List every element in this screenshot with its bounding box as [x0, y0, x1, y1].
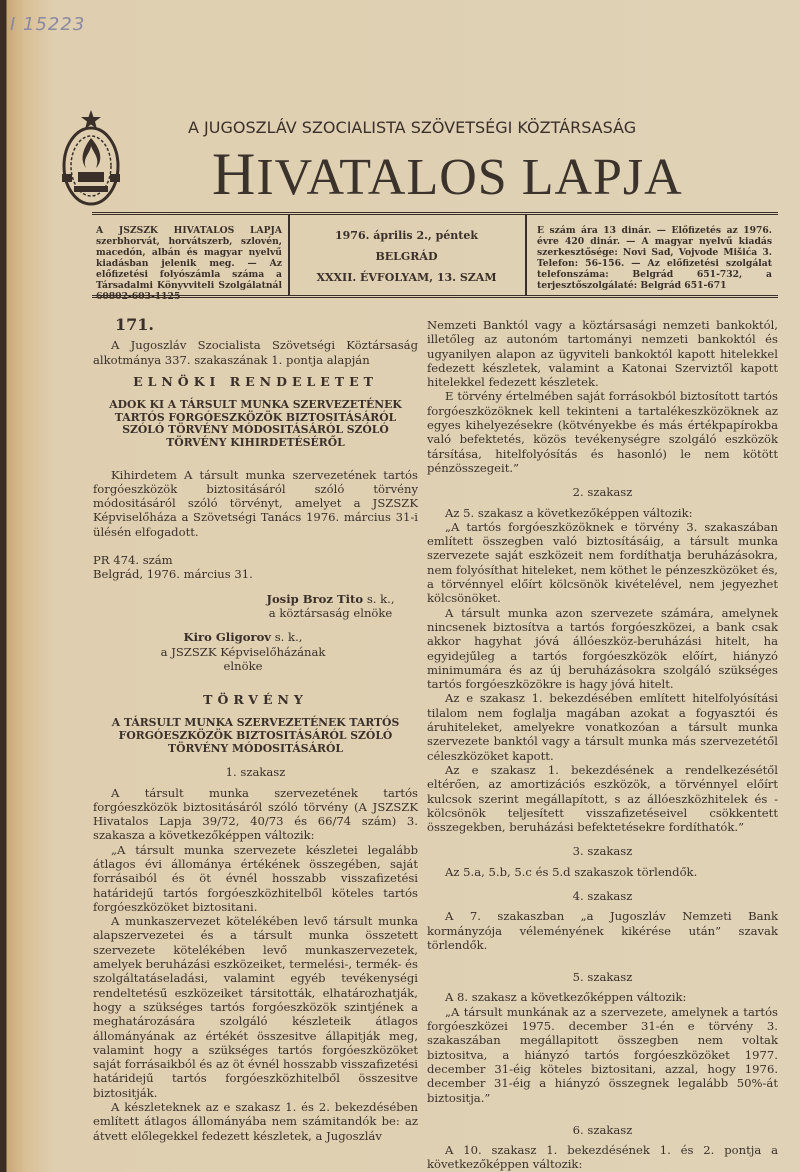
- paragraph: A készleteknek az e szakasz 1. és 2. bekezdésében említett átlagos állományába nem számitandók be: az átvett előlegekkel fedezett készletek, a Jugoszláv: [93, 1100, 418, 1143]
- issue-info: [290, 215, 527, 295]
- proclamation-text: Kihirdetem A társult munka szervezetének tartós forgóeszközök biztositásáról szóló törvény módositásáról szóló törvényt, amelyet a JSZSZK Képviselőháza a Szövetségi Tanács 1976. március 31-i ülésén elfogadott.: [93, 467, 418, 539]
- paragraph: Az e szakasz 1. bekezdésében említett hitelfolyósítási tilalom nem foglalja magában azokat a fogyasztói és áruhiteleket, amelyekre vonatkozóan a társult munka szervezete banktól vagy a társult munka más szervezetétől céleszközöket kapott.: [427, 691, 778, 763]
- masthead-info-bar: [92, 212, 778, 302]
- issue-volume: XXXII. ÉVFOLYAM, 13. SZAM: [316, 271, 497, 284]
- signatory-sk: s. k.,: [366, 591, 395, 606]
- paragraph: A társult munka szervezetének tartós forgóeszközök biztositásáról szóló törvény (A JSZSZK Hivatalos Lapja 39/72, 40/73 és 66/74 szám) 3. szakasza a következőképpen változik:: [93, 785, 418, 843]
- paragraph: Az 5. szakasz a következőképpen változik:: [445, 505, 693, 520]
- section-heading: 1. szakasz: [225, 765, 286, 780]
- paragraph: Nemzeti Banktól vagy a köztársasági nemzeti bankoktól, illetőleg az autonóm tartományi nemzeti bankoktól és ugyanilyen alapon az ügyviteli bankoktól kapott hitelekkel fedezett készletek, valamint a Katonai Szerviztől kapott hitelekkel fedezett készletek.: [427, 318, 778, 390]
- section-heading: 5. szakasz: [572, 970, 633, 985]
- publication-title: [212, 142, 772, 210]
- paragraph: „A tartós forgóeszközöknek e törvény 3. szakaszában említett összegben való biztosításáig, a társult munka szervezete saját eszközeit nem fordíthatja beruházásokra, nem folyósíthat hiteleket, nem köthet le pénzeszközöket és, a törvénnyel előírt kölcsönök kivételével, nem jegyezhet kölcsönöket.: [427, 519, 778, 606]
- issue-city: BELGRÁD: [375, 250, 438, 263]
- reference-place-date: Belgrád, 1976. március 31.: [93, 567, 253, 582]
- signatory-name: Kiro Gligorov: [183, 630, 272, 645]
- paragraph: A munkaszervezet kötelékében levő társult munka alapszervezetei és a társult munka összetett szervezete kötelékében levő munkaszervezetek, amelyek beruházási eszközeiket, termelési-, termék- és szolgáltatáseladási, valamint egyéb tevékenységi rendeltetésű eszközeiket társitották, elhatározhatják, hogy a szükséges tartós forgóeszközök szintjének a meghatározására szolgáló készleteik átlagos állományának az értékét összesitve állapitják meg, valamint hogy a szükséges tartós forgóeszközöket saját forrásaikból és az öt évnél hosszabb visszafizetési határidejű tartós forgóeszközhitelből összesitve biztositják.: [93, 914, 418, 1100]
- publication-info: A JSZSZK HIVATALOS LAPJA szerbhorvát, horvátszerb, szlovén, macedón, albán és magyar nyelvű kiadásban jelenik meg. — Az előfizetési folyószámla száma a Társadalmi Könyvviteli Szolgálatnál 60802-603-1125: [92, 215, 290, 295]
- signatory-role: a köztársaság elnöke: [268, 605, 393, 620]
- reference-number: PR 474. szám: [93, 553, 173, 568]
- title-rest: IVATALOS LAPJA: [256, 149, 683, 206]
- right-column: [427, 318, 778, 1172]
- decree-intro: A Jugoszláv Szocialista Szövetségi Köztársaság alkotmánya 337. szakaszának 1. pontja alapján: [93, 338, 418, 367]
- signatory-name: Josip Broz Tito: [266, 591, 364, 606]
- issue-date: 1976. április 2., péntek: [335, 229, 478, 242]
- signature-president: [243, 592, 418, 621]
- archive-handwritten-number: I 15223: [10, 14, 86, 35]
- section-heading: 3. szakasz: [572, 844, 633, 859]
- paragraph: A társult munka azon szervezete számára, amelynek nincsenek biztosítva a tartós forgóeszközei, a bank csak akkor hagyhat jóvá állóeszköz-beruházási hitelt, ha egyidejűleg a tartós forgóeszközök előírt, hiányzó minimumára és az új beruházásokra szolgáló szükséges tartós forgóeszközökre is hagy jóvá hitelt.: [427, 605, 778, 692]
- section-heading: 2. szakasz: [572, 485, 633, 500]
- law-title: A TÁRSULT MUNKA SZERVEZETÉNEK TARTÓS FORGÓESZKÖZÖK BIZTOSITÁSÁRÓL SZÓLÓ TÖRVÉNY MÓDOSITÁSÁRÓL: [111, 716, 400, 755]
- title-initial: H: [212, 141, 257, 207]
- paragraph: A 7. szakaszban „a Jugoszláv Nemzeti Bank kormányzója véleményének kikérése után” szavak törlendők.: [427, 909, 778, 952]
- item-number: 171.: [115, 315, 154, 334]
- paragraph: „A társult munka szervezete készletei legalább átlagos évi állománya értékének összegében, saját forrásaiból és öt évnél hosszabb visszafizetési határidejű tartós forgóeszközhitelből köteles tartós forgóeszközöket biztositani.: [93, 842, 418, 914]
- publication-subtitle: A JUGOSZLÁV SZOCIALISTA SZÖVETSÉGI KÖZTÁRSASÁG: [188, 118, 637, 137]
- left-column: [93, 315, 418, 1143]
- section-heading: 4. szakasz: [572, 888, 633, 903]
- paragraph: E törvény értelmében saját forrásokból biztosított tartós forgóeszközöknek kell tekinteni a tartalékeszközöknek az egyes kihelyezésekre (kötvényekbe és más értékpapírokba való befektetés, közös tevékenységre szolgáló eszközök társítása, hitelfolyósítás és hasonló) le nem kötött pénzösszegeit.”: [427, 389, 778, 475]
- decree-heading: ELNÖKI RENDELETET: [133, 373, 378, 389]
- paragraph: A 8. szakasz a következőképpen változik:: [445, 990, 687, 1005]
- signatory-role: a JSZSZK Képviselőházának: [160, 644, 326, 659]
- signatory-sk: s. k.,: [274, 630, 303, 645]
- law-heading: TÖRVÉNY: [203, 692, 308, 708]
- signature-assembly-president: [133, 630, 353, 673]
- paragraph: „A társult munkának az a szervezete, amelynek a tartós forgóeszközei 1975. december 31-én e törvény 3. szakaszában megállapitott összegben nem voltak biztositva, a hiányzó tartós forgóeszközöket 1977. december 31-éig köteles biztositani, azzal, hogy 1976. december 31-éig a hiányzó összegnek legalább 50%-át biztositja.”: [427, 1004, 778, 1105]
- paragraph: Az 5.a, 5.b, 5.c és 5.d szakaszok törlendők.: [445, 864, 698, 879]
- paragraph: A 10. szakasz 1. bekezdésének 1. és 2. pontja a következőképpen változik:: [427, 1143, 778, 1172]
- paragraph: Az e szakasz 1. bekezdésének a rendelkezésétől eltérően, az amortizációs eszközök, a törvénnyel előírt kulcsok szerint megállapított, s az állóeszközhitelek és -kölcsönök teljesített visszafizetéseivel csökkentett összegekben, beruházási befektetésekre fordíthatók.”: [427, 762, 778, 835]
- price-subscription-info: E szám ára 13 dinár. — Előfizetés az 1976. évre 420 dinár. — A magyar nyelvű kiadás szerkesztősége: Novi Sad, Vojvode Mišića 3. Telefon: 56-156. — Az előfizetési szolgálat telefonszáma: Belgrád 651-732, a terjesztőszolgálaté: Belgrád 651-671: [537, 225, 772, 291]
- state-emblem-icon: [60, 108, 122, 210]
- section-heading: 6. szakasz: [572, 1122, 633, 1137]
- signatory-role: elnöke: [223, 658, 263, 673]
- decree-title: ADOK KI A TÁRSULT MUNKA SZERVEZETÉNEK TARTÓS FORGÓESZKÖZÖK BIZTOSITÁSÁRÓL SZÓLÓ TÖRVÉNY MÓDOSITÁSÁRÓL SZÓLÓ TÖRVÉNY KIHIRDETÉSÉRŐL: [109, 398, 402, 449]
